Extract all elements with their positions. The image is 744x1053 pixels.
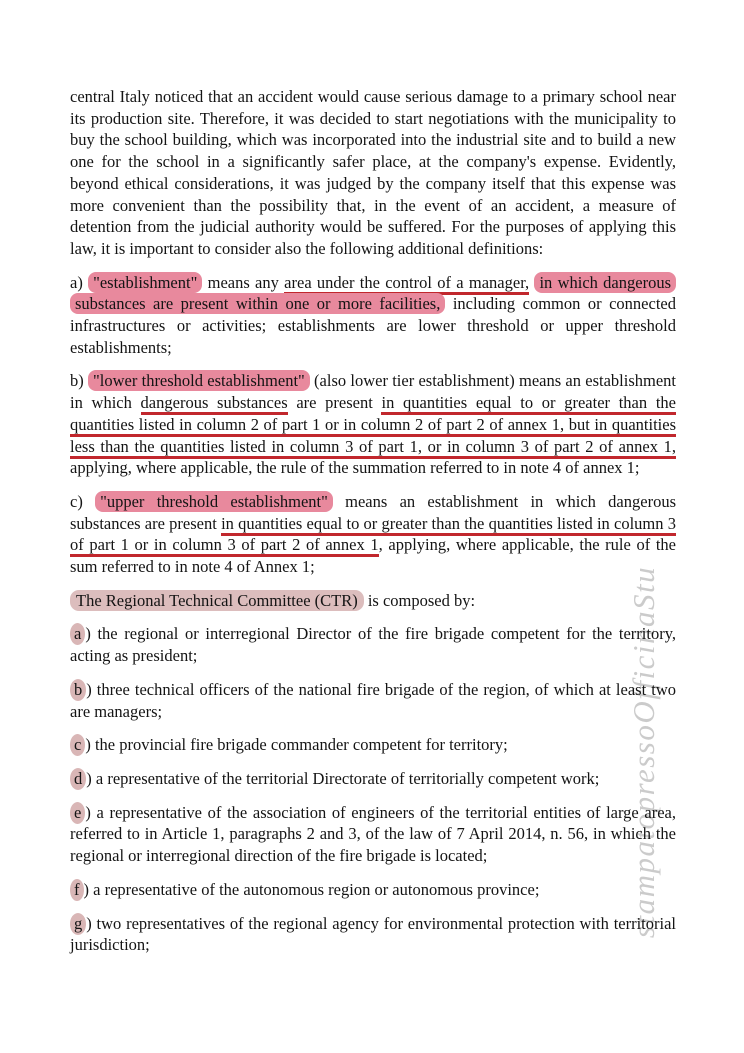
- text-segment: ) the provincial fire brigade commander competent for territory;: [85, 735, 508, 755]
- text-segment: applying, where applicable, the rule of the summation referred to in note 4 of annex 1;: [70, 458, 640, 478]
- text-segment: ) two representatives of the regional agency for environmental protection with territorial jurisdiction;: [70, 913, 676, 955]
- definition-lower-threshold-establishment: [70, 370, 676, 479]
- committee-member-a: [70, 623, 676, 666]
- text-segment: ) three technical officers of the national fire brigade of the region, of which at least two are managers;: [70, 679, 676, 721]
- committee-member-c: [70, 734, 676, 756]
- underlined-text: in quantities equal to or greater than the quantities listed in column 3 of part 1 or in column 3 of part 2 of annex 1: [70, 514, 676, 558]
- text-segment: c): [70, 491, 96, 511]
- text-segment: ) a representative of the association of engineers of the territorial entities of large area, referred to in Article 1, paragraphs 2 and 3, of the law of 7 April 2014, n. 56, in which the regional or interregional direction of the fire brigade is located;: [70, 802, 676, 866]
- highlighted-letter: a: [70, 623, 85, 645]
- text-segment: ) a representative of the territorial Directorate of territorially competent work;: [86, 768, 600, 788]
- text-segment: (also lower tier establishment) means an establishment in which: [70, 371, 676, 413]
- committee-member-b: [70, 679, 676, 722]
- underlined-text: area under the control of a manager,: [284, 273, 529, 295]
- underlined-text: in quantities equal to or greater than the quantities listed in column 2 of part 1 or in column 2 of part 2 of annex 1, but in quantities less than the quantities listed in column 3 of part 1, or in column 3 of part 2 of annex 1,: [70, 393, 676, 458]
- text-segment: , applying, where applicable, the rule of the sum referred to in note 4 of Annex 1;: [70, 535, 676, 577]
- highlighted-letter: e: [70, 802, 85, 824]
- highlighted-text: in which dangerous substances are present within one or more facilities,: [70, 272, 676, 315]
- watermark-text: stampatopressoOfficinaStu: [626, 565, 661, 939]
- definition-establishment: [70, 272, 676, 359]
- document-body: [70, 86, 676, 968]
- text-segment: a): [70, 272, 89, 292]
- text-segment: central Italy noticed that an accident would cause serious damage to a primary school near its production site. Therefore, it was decided to start negotiations with the municipality to buy the school building, which was incorporated into the industrial site and to build a new one for the school in a significantly safer place, at the company's expense. Evidently, beyond ethical considerations, it was judged by the company itself that this expense was more convenient than the possibility that, in the event of an accident, a measure of detention from the judicial authority would be suffered. For the purposes of applying this law, it is important to consider also the following additional definitions:: [70, 87, 676, 258]
- committee-member-g: [70, 913, 676, 956]
- underlined-text: dangerous substances: [141, 393, 288, 415]
- text-segment: means any: [202, 272, 285, 292]
- ctr-composition-intro: [70, 590, 676, 612]
- text-segment: are present: [287, 393, 382, 413]
- text-segment: including common or connected infrastructures or activities; establishments are lower threshold or upper threshold establishments;: [70, 294, 676, 357]
- text-segment: means an establishment in which dangerous substances are present: [70, 491, 676, 533]
- highlighted-text: "upper threshold establishment": [95, 491, 333, 512]
- text-segment: b): [70, 371, 89, 391]
- highlighted-letter: c: [70, 734, 85, 756]
- committee-member-d: [70, 768, 676, 790]
- committee-member-e: [70, 802, 676, 867]
- text-segment: is composed by:: [363, 590, 476, 610]
- highlighted-letter: g: [70, 913, 86, 935]
- text-segment: ) a representative of the autonomous region or autonomous province;: [83, 879, 540, 899]
- highlighted-text-light: The Regional Technical Committee (CTR): [70, 590, 364, 611]
- text-segment: ) the regional or interregional Director of the fire brigade competent for the territory, acting as president;: [70, 624, 676, 666]
- highlighted-letter: b: [70, 679, 86, 701]
- highlighted-letter: d: [70, 768, 86, 790]
- definition-upper-threshold-establishment: [70, 491, 676, 578]
- highlighted-text: "establishment": [88, 272, 202, 293]
- highlighted-letter: f: [70, 879, 84, 901]
- highlighted-text: "lower threshold establishment": [88, 370, 310, 391]
- committee-member-f: [70, 879, 676, 901]
- intro-paragraph: [70, 86, 676, 260]
